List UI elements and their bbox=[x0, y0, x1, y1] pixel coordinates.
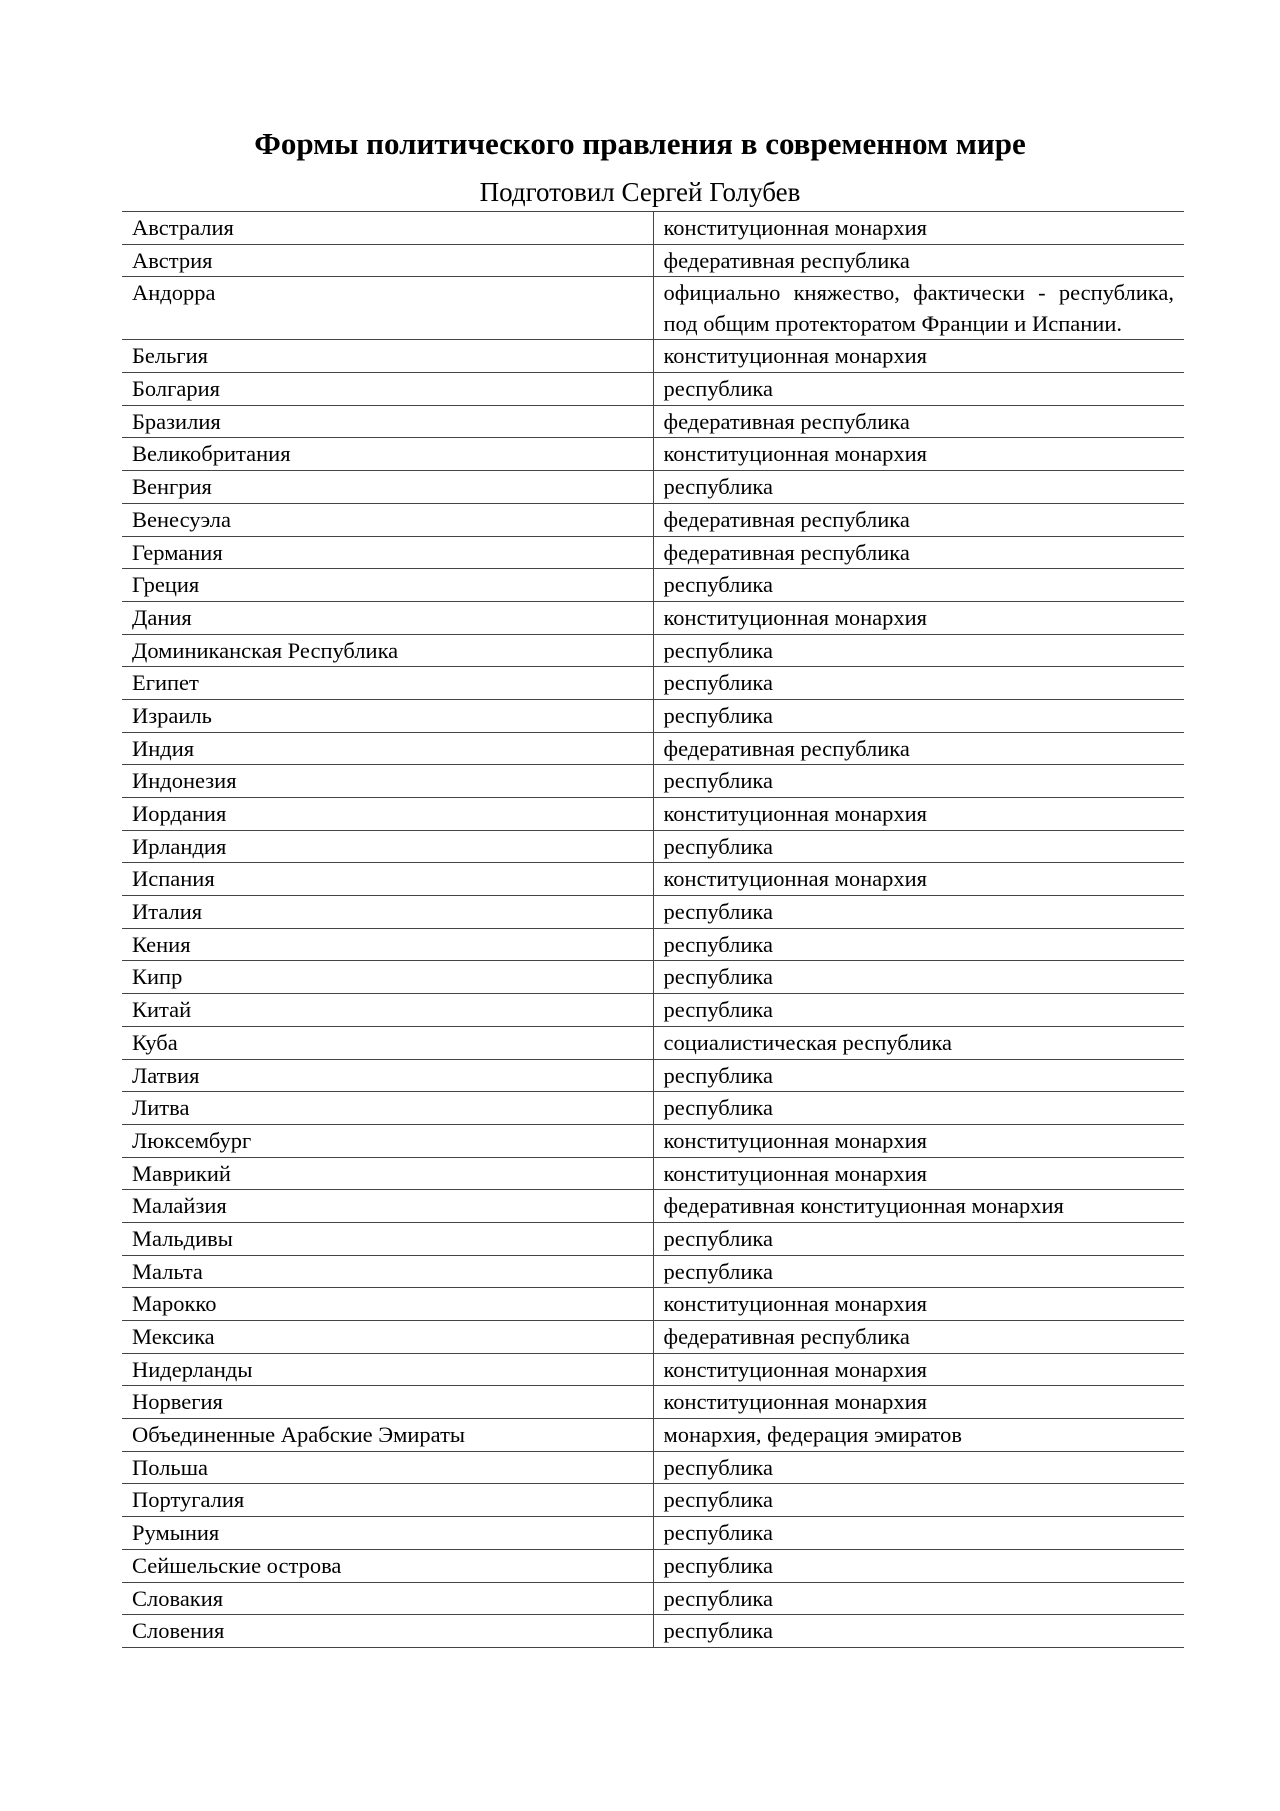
table-row bbox=[122, 961, 1184, 994]
government-form-cell: республика bbox=[653, 1092, 1184, 1125]
table-row bbox=[122, 471, 1184, 504]
country-cell: Китай bbox=[122, 994, 653, 1027]
table-row bbox=[122, 732, 1184, 765]
country-cell: Латвия bbox=[122, 1059, 653, 1092]
government-form-cell: республика bbox=[653, 569, 1184, 602]
government-form-cell: республика bbox=[653, 1255, 1184, 1288]
table-row bbox=[122, 569, 1184, 602]
government-form-cell: конституционная монархия bbox=[653, 601, 1184, 634]
government-form-cell: республика bbox=[653, 1549, 1184, 1582]
country-cell: Греция bbox=[122, 569, 653, 602]
country-cell: Кипр bbox=[122, 961, 653, 994]
table-row bbox=[122, 1419, 1184, 1452]
government-form-cell: конституционная монархия bbox=[653, 1386, 1184, 1419]
table-row bbox=[122, 1092, 1184, 1125]
country-cell: Египет bbox=[122, 667, 653, 700]
table-row bbox=[122, 601, 1184, 634]
government-form-cell: республика bbox=[653, 765, 1184, 798]
country-cell: Индия bbox=[122, 732, 653, 765]
table-row bbox=[122, 928, 1184, 961]
government-form-cell: конституционная монархия bbox=[653, 1353, 1184, 1386]
country-cell: Кения bbox=[122, 928, 653, 961]
government-form-cell: конституционная монархия bbox=[653, 863, 1184, 896]
country-cell: Норвегия bbox=[122, 1386, 653, 1419]
country-cell: Дания bbox=[122, 601, 653, 634]
government-form-cell: республика bbox=[653, 1059, 1184, 1092]
country-cell: Мальдивы bbox=[122, 1222, 653, 1255]
government-form-cell: республика bbox=[653, 1582, 1184, 1615]
country-cell: Нидерланды bbox=[122, 1353, 653, 1386]
government-form-cell: республика bbox=[653, 667, 1184, 700]
table-row bbox=[122, 1255, 1184, 1288]
country-cell: Израиль bbox=[122, 699, 653, 732]
table-row bbox=[122, 340, 1184, 373]
country-cell: Словакия bbox=[122, 1582, 653, 1615]
table-row bbox=[122, 634, 1184, 667]
government-form-cell: федеративная республика bbox=[653, 536, 1184, 569]
country-cell: Румыния bbox=[122, 1517, 653, 1550]
country-cell: Германия bbox=[122, 536, 653, 569]
country-cell: Доминиканская Республика bbox=[122, 634, 653, 667]
government-form-cell: республика bbox=[653, 928, 1184, 961]
country-cell: Объединенные Арабские Эмираты bbox=[122, 1419, 653, 1452]
table-row bbox=[122, 503, 1184, 536]
country-cell: Литва bbox=[122, 1092, 653, 1125]
government-forms-table bbox=[122, 211, 1184, 1648]
table-row bbox=[122, 405, 1184, 438]
country-cell: Австралия bbox=[122, 212, 653, 245]
government-form-cell: республика bbox=[653, 1484, 1184, 1517]
table-row bbox=[122, 699, 1184, 732]
table-row bbox=[122, 667, 1184, 700]
government-form-cell: республика bbox=[653, 896, 1184, 929]
table-row bbox=[122, 1124, 1184, 1157]
country-cell: Мальта bbox=[122, 1255, 653, 1288]
table-row bbox=[122, 994, 1184, 1027]
government-form-cell: официально княжество, фактически - республика, под общим протекторатом Франции и Испании. bbox=[653, 277, 1184, 340]
country-cell: Куба bbox=[122, 1026, 653, 1059]
country-cell: Великобритания bbox=[122, 438, 653, 471]
government-form-cell: конституционная монархия bbox=[653, 798, 1184, 831]
government-form-cell: республика bbox=[653, 1222, 1184, 1255]
government-form-cell: республика bbox=[653, 1615, 1184, 1648]
table-row bbox=[122, 765, 1184, 798]
government-form-cell: федеративная республика bbox=[653, 244, 1184, 277]
government-form-cell: конституционная монархия bbox=[653, 212, 1184, 245]
country-cell: Италия bbox=[122, 896, 653, 929]
government-form-cell: федеративная республика bbox=[653, 732, 1184, 765]
table-row bbox=[122, 1549, 1184, 1582]
table-row bbox=[122, 1288, 1184, 1321]
government-form-cell: конституционная монархия bbox=[653, 1157, 1184, 1190]
government-form-cell: республика bbox=[653, 830, 1184, 863]
page-title: Формы политического правления в современном мире bbox=[254, 126, 1026, 161]
table-row bbox=[122, 1321, 1184, 1354]
country-cell: Андорра bbox=[122, 277, 653, 340]
country-cell: Венгрия bbox=[122, 471, 653, 504]
country-cell: Бразилия bbox=[122, 405, 653, 438]
table-row bbox=[122, 1615, 1184, 1648]
table-row bbox=[122, 1517, 1184, 1550]
table-row bbox=[122, 1222, 1184, 1255]
table-row bbox=[122, 1386, 1184, 1419]
government-form-cell: конституционная монархия bbox=[653, 1124, 1184, 1157]
table-row bbox=[122, 277, 1184, 340]
table-row bbox=[122, 373, 1184, 406]
country-cell: Индонезия bbox=[122, 765, 653, 798]
country-cell: Венесуэла bbox=[122, 503, 653, 536]
table-row bbox=[122, 863, 1184, 896]
country-cell: Люксембург bbox=[122, 1124, 653, 1157]
government-form-cell: федеративная республика bbox=[653, 503, 1184, 536]
government-form-cell: республика bbox=[653, 634, 1184, 667]
government-form-cell: республика bbox=[653, 1451, 1184, 1484]
table-row bbox=[122, 438, 1184, 471]
table-body bbox=[122, 212, 1184, 1648]
table-row bbox=[122, 1059, 1184, 1092]
country-cell: Мексика bbox=[122, 1321, 653, 1354]
table-row bbox=[122, 1190, 1184, 1223]
country-cell: Словения bbox=[122, 1615, 653, 1648]
country-cell: Иордания bbox=[122, 798, 653, 831]
country-cell: Болгария bbox=[122, 373, 653, 406]
country-cell: Марокко bbox=[122, 1288, 653, 1321]
country-cell: Польша bbox=[122, 1451, 653, 1484]
country-cell: Испания bbox=[122, 863, 653, 896]
government-form-cell: республика bbox=[653, 373, 1184, 406]
government-form-cell: федеративная республика bbox=[653, 405, 1184, 438]
table-row bbox=[122, 212, 1184, 245]
country-cell: Ирландия bbox=[122, 830, 653, 863]
government-form-cell: конституционная монархия bbox=[653, 438, 1184, 471]
page-subtitle: Подготовил Сергей Голубев bbox=[479, 177, 801, 207]
table-row bbox=[122, 798, 1184, 831]
table-row bbox=[122, 536, 1184, 569]
government-form-cell: социалистическая республика bbox=[653, 1026, 1184, 1059]
country-cell: Бельгия bbox=[122, 340, 653, 373]
table-row bbox=[122, 1353, 1184, 1386]
government-form-cell: республика bbox=[653, 994, 1184, 1027]
government-form-cell: конституционная монархия bbox=[653, 1288, 1184, 1321]
table-row bbox=[122, 830, 1184, 863]
table-row bbox=[122, 1451, 1184, 1484]
table-row bbox=[122, 244, 1184, 277]
country-cell: Малайзия bbox=[122, 1190, 653, 1223]
table-row bbox=[122, 1484, 1184, 1517]
country-cell: Маврикий bbox=[122, 1157, 653, 1190]
country-cell: Португалия bbox=[122, 1484, 653, 1517]
table-row bbox=[122, 1157, 1184, 1190]
government-form-cell: федеративная конституционная монархия bbox=[653, 1190, 1184, 1223]
government-form-cell: республика bbox=[653, 699, 1184, 732]
table-row bbox=[122, 1582, 1184, 1615]
table-row bbox=[122, 896, 1184, 929]
government-form-cell: республика bbox=[653, 961, 1184, 994]
country-cell: Сейшельские острова bbox=[122, 1549, 653, 1582]
government-form-cell: конституционная монархия bbox=[653, 340, 1184, 373]
government-form-cell: республика bbox=[653, 471, 1184, 504]
table-row bbox=[122, 1026, 1184, 1059]
government-form-cell: монархия, федерация эмиратов bbox=[653, 1419, 1184, 1452]
government-form-cell: федеративная республика bbox=[653, 1321, 1184, 1354]
country-cell: Австрия bbox=[122, 244, 653, 277]
government-form-cell: республика bbox=[653, 1517, 1184, 1550]
